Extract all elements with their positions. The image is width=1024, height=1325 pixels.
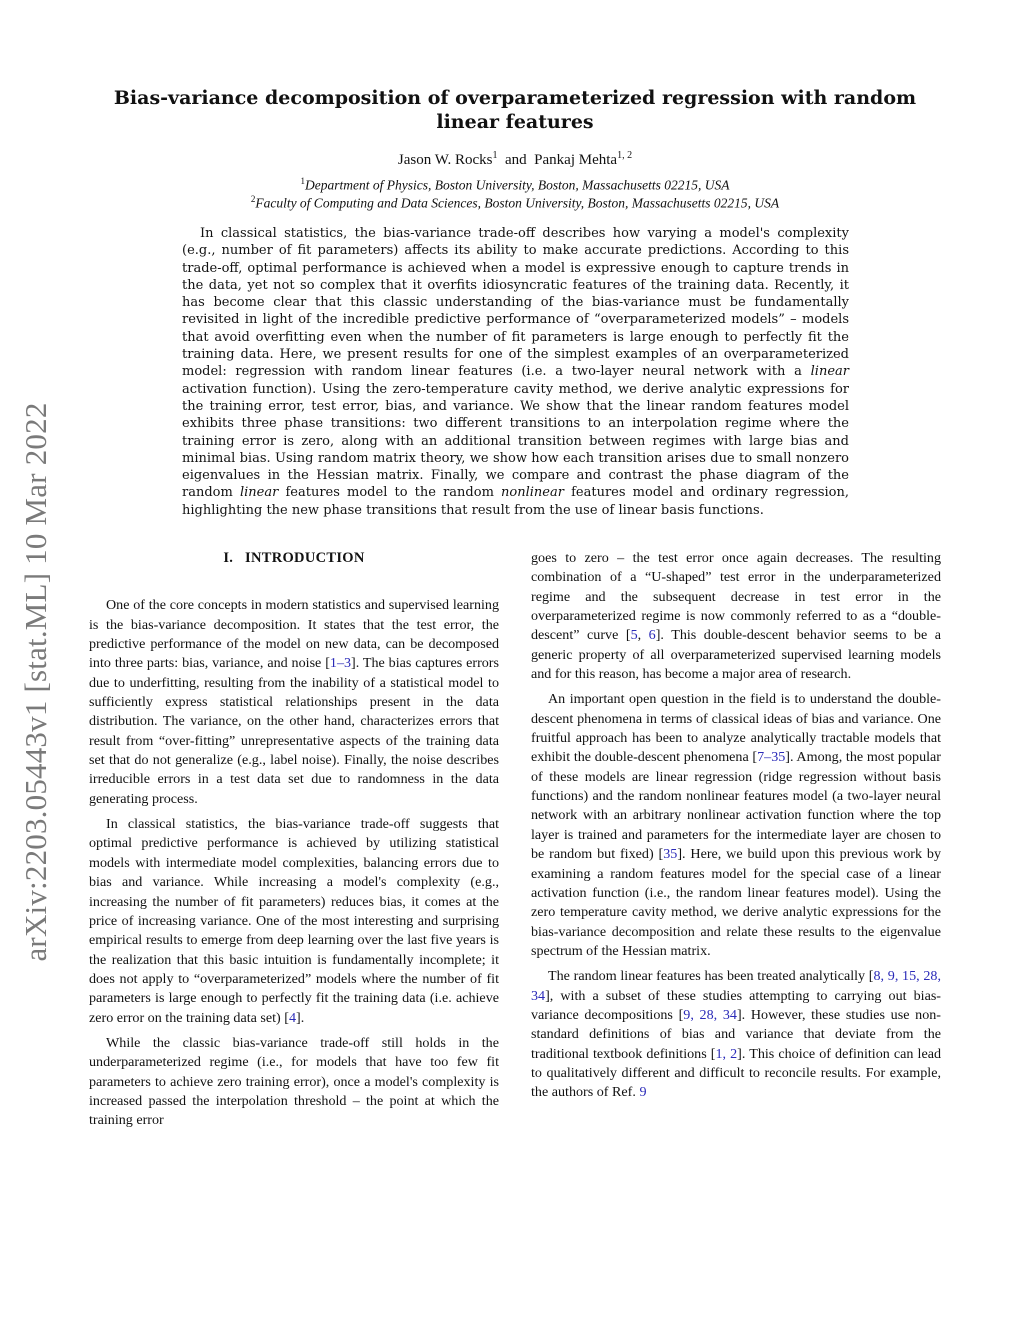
paragraph-text: ], with a subset of these studies attempting to carrying out bias-variance decompositions [ xyxy=(531,987,941,1023)
author-name: Jason W. Rocks xyxy=(397,152,493,168)
paragraph xyxy=(89,596,499,809)
paragraph xyxy=(531,690,941,961)
paragraph xyxy=(89,815,499,1028)
citation-link[interactable]: 1–3 xyxy=(329,655,352,672)
affiliation-text: Department of Physics, Boston University, Boston, Massachusetts 02215, USA xyxy=(305,177,730,193)
abstract-emphasis: nonlinear xyxy=(501,485,564,501)
paragraph-text: ]. Here, we build upon this previous work by examining a random features model for the special case of a linear activation function (i.e., the random linear features model). Using the zero temperature cavity method, we derive analytic expressions for the bias-variance decomposition and relate these results to the eigenvalue spectrum of the Hessian matrix. xyxy=(531,846,941,959)
citation-link[interactable]: 9 xyxy=(639,1084,647,1101)
citation-link[interactable]: 7–35 xyxy=(757,749,786,766)
abstract-text: features model to the random xyxy=(285,485,494,501)
paragraph-text: ]. This double-descent behavior seems to be a generic property of all overparameterized supervised learning models and for this reason, has become a major area of research. xyxy=(531,627,941,683)
citation-link[interactable]: 6 xyxy=(648,627,656,644)
section-title: INTRODUCTION xyxy=(245,550,365,566)
arxiv-stamp: arXiv:2203.05443v1 [stat.ML] 10 Mar 2022 xyxy=(18,402,53,962)
affiliation xyxy=(110,194,920,212)
paragraph-text: , xyxy=(637,627,649,644)
section-heading xyxy=(89,549,499,568)
author-conjunction: and xyxy=(505,152,527,168)
paragraph-text: One of the core concepts in modern statistics and supervised learning is the bias-variance decomposition. It states that the test error, the predictive performance of the model on new data, can be decomposed into three parts: bias, variance, and noise [ xyxy=(89,597,499,672)
affiliation-marker: 1 xyxy=(300,176,306,186)
left-column xyxy=(89,549,499,1137)
paragraph-text: ]. Among, the most popular of these models are linear regression (ridge regression without basis functions) and the random nonlinear features model (a two-layer neural network with an arbitrary nonlinear activation function where the top layer is trained and parameters for the intermediate layer are chosen to be random but fixed) [ xyxy=(531,749,941,863)
abstract-emphasis: linear xyxy=(239,485,279,501)
affiliation-marker: 1 xyxy=(492,150,498,161)
author-line xyxy=(110,150,920,169)
affiliation-marker: 1, 2 xyxy=(617,150,633,161)
paragraph xyxy=(531,967,941,1102)
abstract-text: In classical statistics, the bias-variance trade-off describes how varying a model's complexity (e.g., number of fit parameters) affects its ability to make accurate predictions. According to this trade-off, optimal performance is achieved when a model is expressive enough to capture trends in the data, yet not so complex that it overfits idiosyncratic features of the training data. Recently, it has become clear that this classic understanding of the bias-variance must be fundamentally revisited in light of the incredible predictive performance of “overparameterized models” – models that avoid overfitting even when the number of fit parameters is large enough to perfectly fit the training data. Here, we present results for one of the simplest examples of an overparameterized model: regression with random linear features (i.e. a two-layer neural network with a xyxy=(182,226,849,380)
citation-link[interactable]: 1, 2 xyxy=(715,1045,738,1062)
citation-link[interactable]: 5 xyxy=(630,627,638,644)
paragraph-text: ]. xyxy=(296,1009,305,1026)
abstract-text: features model and ordinary regression, highlighting the new phase transitions that result from the use of linear basis functions. xyxy=(182,485,850,518)
paragraph-text: An important open question in the field is to understand the double-descent phenomena in terms of classical ideas of bias and variance. One fruitful approach has been to analyze analytically tractable models that exhibit the double-descent phenomena [ xyxy=(531,691,941,766)
section-number: I. xyxy=(223,550,234,566)
author-name: Pankaj Mehta xyxy=(534,152,618,168)
citation-link[interactable]: 9, 28, 34 xyxy=(683,1006,737,1023)
right-column xyxy=(531,549,941,1109)
abstract xyxy=(182,225,849,519)
paragraph-text: ]. However, these studies use non-standard definitions of bias and variance that deviate from the traditional textbook definitions [ xyxy=(531,1006,941,1062)
citation-link[interactable]: 4 xyxy=(288,1009,297,1026)
paragraph xyxy=(531,549,941,684)
citation-link[interactable]: 35 xyxy=(663,846,678,863)
paragraph-text: The random linear features has been treated analytically [ xyxy=(548,968,874,985)
abstract-emphasis: linear xyxy=(810,364,849,380)
paragraph-text: ]. This choice of definition can lead to qualitatively different and difficult to reconcile results. For example, the authors of Ref. xyxy=(531,1045,942,1101)
paragraph-text: ]. The bias captures errors due to underfitting, resulting from the inability of a statistical model to sufficiently express statistical relationships present in the data distribution. The variance, on the other hand, characterizes errors that result from “over-fitting” unrepresentative aspects of the training data set that do not generalize (e.g., label noise). Finally, the noise describes irreducible errors in a test data set due to randomness in the data generating process. xyxy=(89,655,499,807)
paragraph-text: In classical statistics, the bias-variance trade-off suggests that optimal predictive performance is achieved by utilizing statistical models with intermediate model complexities, balancing errors due to bias and variance. While increasing a model's complexity (e.g., increasing the number of fit parameters) reduces bias, it comes at the price of increasing variance. One of the most interesting and surprising empirical results to emerge from deep learning over the last five years is the realization that this basic intuition is fundamentally incomplete; it does not apply to “overparameterized” models where the number of fit parameters is large enough to perfectly fit the training data (i.e. achieve zero error on the training data set) [ xyxy=(89,816,499,1026)
affiliation-text: Faculty of Computing and Data Sciences, Boston University, Boston, Massachusetts 02215, USA xyxy=(255,195,780,211)
paper-title: Bias-variance decomposition of overparameterized regression with random linear features xyxy=(113,87,917,133)
affiliation-marker: 2 xyxy=(250,194,256,204)
paragraph-text: goes to zero – the test error once again decreases. The resulting combination of a “U-shaped” test error in the underparameterized regime and the subsequent decrease in test error in the overparameterized regime is now commonly referred to as a “double-descent” curve [ xyxy=(531,550,941,644)
citation-link[interactable]: 8, 9, 15, 28, 34 xyxy=(531,968,942,1004)
affiliation xyxy=(110,176,920,194)
paragraph: While the classic bias-variance trade-off still holds in the underparameterized regime (i.e., for models that have too few fit parameters to achieve zero training error), once a model's complexity is increased passed the interpolation threshold – the point at which the training error xyxy=(89,1034,499,1129)
abstract-text: activation function). Using the zero-temperature cavity method, we derive analytic expressions for the training error, test error, bias, and variance. We show that the linear random features model exhibits three phase transitions: two different transitions to an interpolation regime where the training error is zero, along with an additional transition between regimes with large bias and minimal bias. Using random matrix theory, we show how each transition arises due to small nonzero eigenvalues in the Hessian matrix. Finally, we compare and contrast the phase diagram of the random xyxy=(182,381,849,501)
